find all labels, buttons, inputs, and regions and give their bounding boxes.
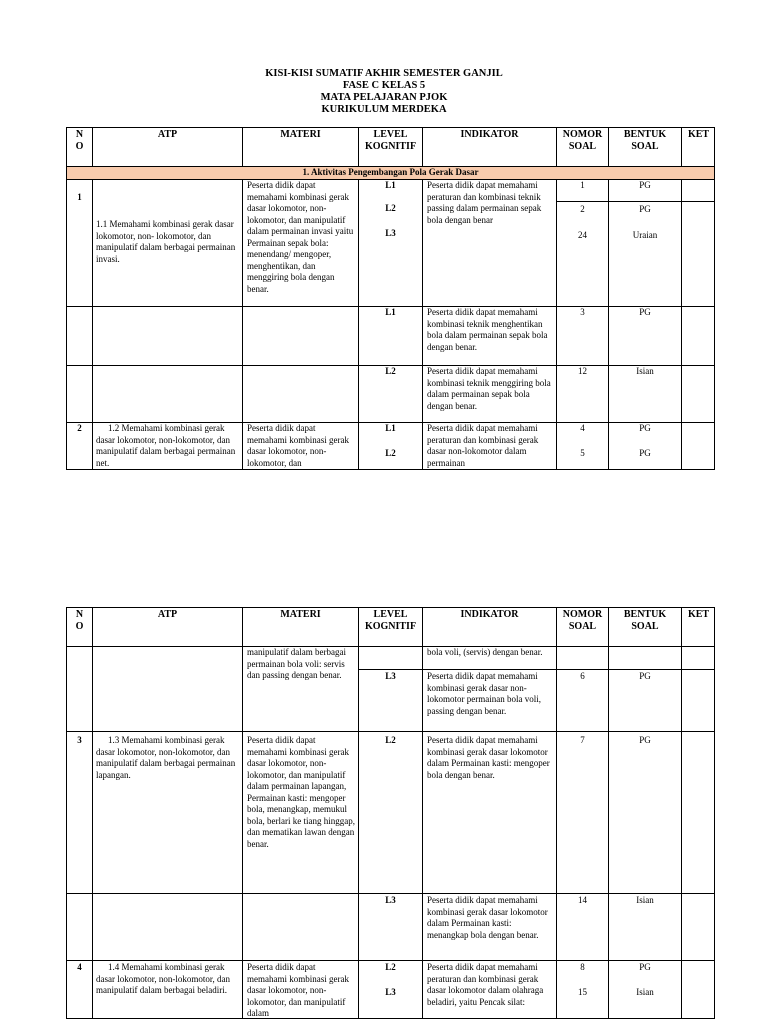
bentuk-soal: PG bbox=[639, 204, 651, 214]
indikator-cell: Peserta didik dapat memahami peraturan dan kombinasi teknik passing dalam permainan sepak bola dengan benar bbox=[427, 180, 542, 225]
nomor-soal: 1 bbox=[580, 180, 585, 190]
col-header-bentuk: BENTUK SOAL bbox=[623, 609, 667, 632]
col-header-materi: MATERI bbox=[280, 129, 321, 140]
indikator-cell: Peserta didik dapat memahami kombinasi gerak dasar lokomotor dalam Permainan kasti: mengoper bola dengan benar. bbox=[427, 735, 550, 780]
col-header-bentuk: BENTUK SOAL bbox=[623, 129, 667, 152]
level-cell: L3 bbox=[385, 895, 396, 905]
bentuk-soal: PG bbox=[639, 962, 651, 972]
level-cell: L2 bbox=[385, 366, 396, 376]
materi-cell: Peserta didik dapat memahami kombinasi gerak dasar lokomotor, non- lokomotor, dan bbox=[247, 423, 349, 468]
bentuk-soal: PG bbox=[639, 423, 651, 433]
col-header-nomor: NOMOR SOAL bbox=[562, 609, 603, 632]
nomor-soal: 4 bbox=[580, 423, 585, 433]
bentuk-soal: PG bbox=[639, 180, 651, 190]
row-number: 3 bbox=[77, 735, 82, 745]
level-l1: L1 bbox=[385, 180, 396, 190]
nomor-soal: 24 bbox=[578, 230, 587, 240]
bentuk-soal: PG bbox=[639, 448, 651, 458]
doc-title-line2: FASE C KELAS 5 bbox=[342, 80, 426, 91]
bentuk-soal: Isian bbox=[636, 895, 654, 905]
col-header-no: N O bbox=[75, 609, 84, 632]
col-header-nomor: NOMOR SOAL bbox=[562, 129, 603, 152]
col-header-ket: KET bbox=[687, 129, 710, 140]
nomor-soal: 14 bbox=[578, 895, 587, 905]
bentuk-soal: Isian bbox=[636, 366, 654, 376]
level-l2: L2 bbox=[385, 962, 396, 972]
col-header-atp: ATP bbox=[157, 129, 178, 140]
indikator-cell: Peserta didik dapat memahami kombinasi gerak dasar lokomotor dalam Permainan kasti: menangkap bola dengan benar. bbox=[427, 895, 548, 940]
level-cell: L1 bbox=[385, 307, 396, 317]
atp-cell: 1.3 Memahami kombinasi gerak dasar lokomotor, non-lokomotor, dan manipulatif dalam berbagai permainan lapangan. bbox=[96, 735, 236, 780]
section-title: 1. Aktivitas Pengembangan Pola Gerak Dasar bbox=[302, 167, 479, 177]
nomor-soal: 3 bbox=[580, 307, 585, 317]
doc-title-line4: KURIKULUM MERDEKA bbox=[321, 104, 447, 115]
bentuk-soal: PG bbox=[639, 307, 651, 317]
row-clip bbox=[67, 423, 714, 469]
materi-cell: Peserta didik dapat memahami kombinasi gerak dasar lokomotor, non-lokomotor, dan manipulatif dalam permainan invasi yaitu Permainan sepak bola: menendang/ mengoper, menghentikan, dan menggiring bola dengan benar. bbox=[247, 180, 354, 294]
row-clip bbox=[67, 961, 714, 1018]
nomor-soal: 8 bbox=[580, 962, 585, 972]
indikator-cell: bola voli, (servis) dengan benar. bbox=[427, 647, 543, 657]
nomor-soal: 5 bbox=[580, 448, 585, 458]
row-number: 4 bbox=[77, 962, 82, 972]
level-l2: L2 bbox=[385, 448, 396, 458]
atp-cell: 1.1 Memahami kombinasi gerak dasar lokomotor, non- lokomotor, dan manipulatif dalam berbagai permainan invasi. bbox=[96, 219, 236, 264]
bentuk-soal: Uraian bbox=[632, 230, 658, 240]
atp-cell: 1.2 Memahami kombinasi gerak dasar lokomotor, non-lokomotor, dan manipulatif dalam berbagai permainan net. bbox=[96, 423, 236, 468]
nomor-soal: 7 bbox=[580, 735, 585, 745]
bentuk-soal: Isian bbox=[636, 987, 654, 997]
bentuk-soal: PG bbox=[639, 671, 651, 681]
indikator-cell: Peserta didik dapat memahami peraturan dan kombinasi gerak dasar non-lokomotor dalam permainan bbox=[427, 423, 539, 468]
indikator-cell: Peserta didik dapat memahami kombinasi teknik menghentikan bola dalam permainan sepak bola dengan benar. bbox=[427, 307, 548, 352]
bentuk-soal: PG bbox=[639, 735, 651, 745]
level-l3: L3 bbox=[385, 987, 396, 997]
nomor-soal: 2 bbox=[580, 204, 585, 214]
nomor-soal: 15 bbox=[578, 987, 587, 997]
level-l1: L1 bbox=[385, 423, 396, 433]
doc-title-line1: KISI-KISI SUMATIF AKHIR SEMESTER GANJIL bbox=[265, 68, 503, 79]
col-header-ket: KET bbox=[687, 609, 710, 620]
doc-title-line3: MATA PELAJARAN PJOK bbox=[320, 92, 448, 103]
col-header-no: N O bbox=[75, 129, 84, 152]
level-l2: L2 bbox=[385, 203, 396, 213]
col-header-level: LEVEL KOGNITIF bbox=[364, 609, 417, 632]
nomor-soal: 12 bbox=[578, 366, 587, 376]
row-number: 2 bbox=[77, 423, 82, 433]
indikator-cell: Peserta didik dapat memahami kombinasi gerak dasar non- lokomotor permainan bola voli, passing dengan benar. bbox=[427, 671, 541, 716]
col-header-indikator: INDIKATOR bbox=[460, 609, 519, 620]
level-cell: L3 bbox=[385, 671, 396, 681]
indikator-cell: Peserta didik dapat memahami peraturan dan kombinasi gerak dasar lokomotor dalam olahraga beladiri, yaitu Pencak silat: bbox=[427, 962, 544, 1007]
materi-cell: Peserta didik dapat memahami kombinasi gerak dasar lokomotor, non-lokomotor, dan manipulatif dalam permainan lapangan, Permainan kasti: mengoper bola, menangkap, memukul bola, berlari ke tiang hinggap, dan mematikan lawan dengan benar. bbox=[247, 735, 355, 849]
col-header-atp: ATP bbox=[157, 609, 178, 620]
atp-cell: 1.4 Memahami kombinasi gerak dasar lokomotor, non-lokomotor, dan manipulatif dalam berbagai beladiri. bbox=[96, 962, 231, 995]
materi-cell: manipulatif dalam berbagai permainan bola voli: servis dan passing dengan benar. bbox=[247, 647, 346, 680]
materi-cell: Peserta didik dapat memahami kombinasi gerak dasar lokomotor, non-lokomotor, dan manipulatif dalam bbox=[247, 962, 349, 1018]
level-cell: L2 bbox=[385, 735, 396, 745]
nomor-soal: 6 bbox=[580, 671, 585, 681]
col-header-materi: MATERI bbox=[280, 609, 321, 620]
col-header-level: LEVEL KOGNITIF bbox=[364, 129, 417, 152]
col-header-indikator: INDIKATOR bbox=[460, 129, 519, 140]
indikator-cell: Peserta didik dapat memahami kombinasi teknik menggiring bola dalam permainan sepak bola dengan benar. bbox=[427, 366, 551, 411]
level-l3: L3 bbox=[385, 228, 396, 238]
row-number: 1 bbox=[77, 192, 82, 202]
